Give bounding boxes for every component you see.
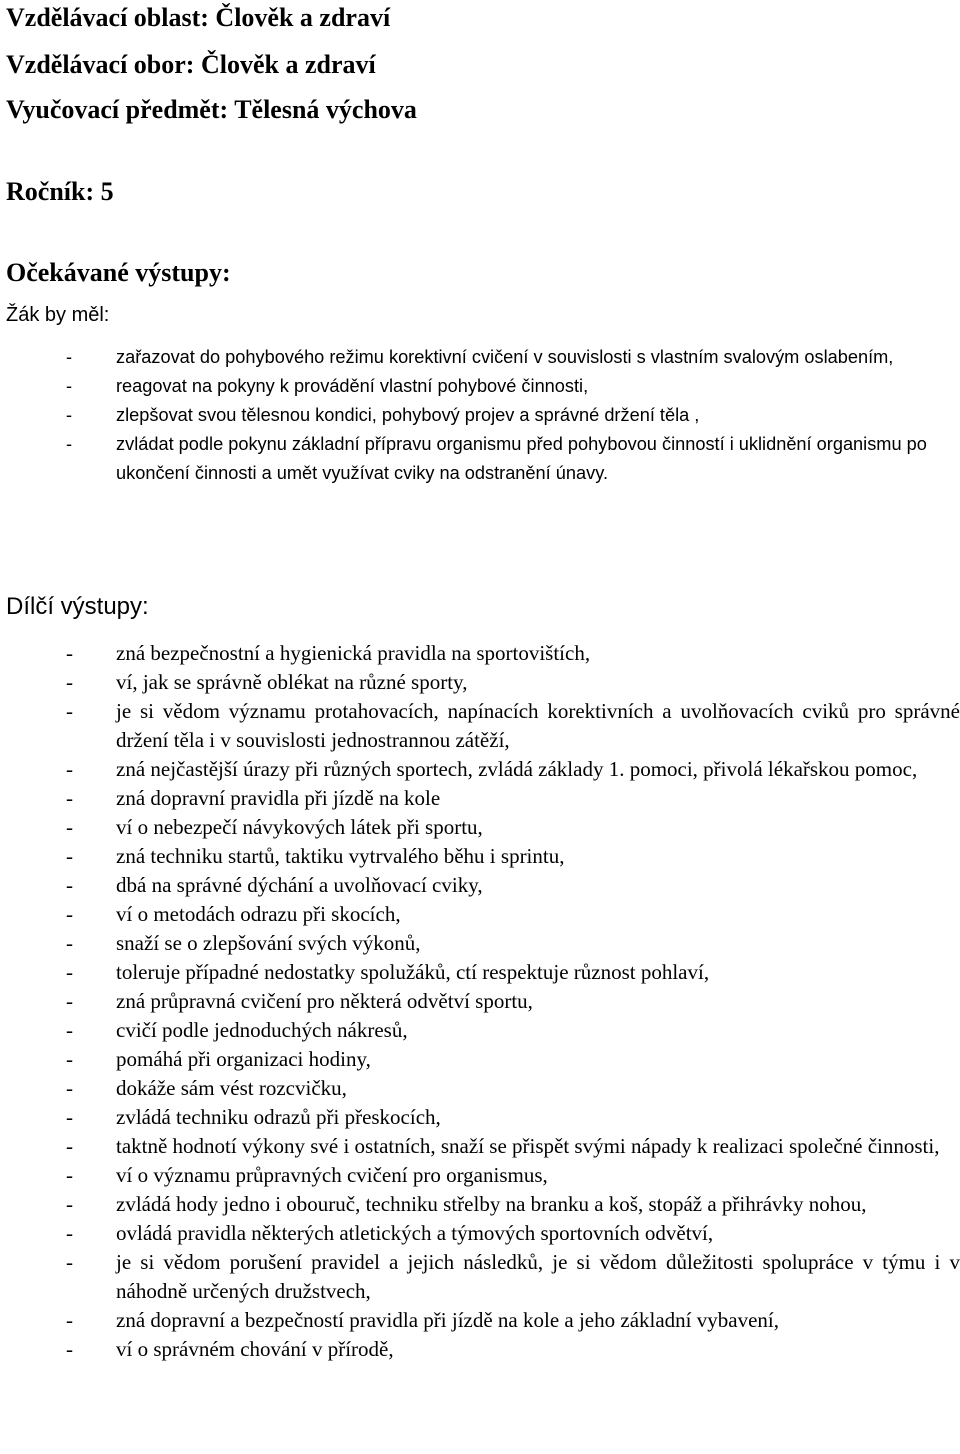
list-dash: - — [66, 1337, 73, 1361]
list-dash: - — [66, 844, 73, 868]
list-item-text: ví o nebezpečí návykových látek při sportu, — [116, 815, 483, 839]
list-item-text: zná bezpečnostní a hygienická pravidla na sportovištích, — [116, 641, 591, 665]
list-dash: - — [66, 902, 73, 926]
list-item-text: zná techniku startů, taktiku vytrvalého běhu i sprintu, — [116, 844, 565, 868]
list-item-text: zvládat podle pokynu základní přípravu organismu před pohybovou činností i uklidnění organismu po ukončení činnosti a umět využívat cviky na odstranění únavy. — [116, 434, 927, 483]
list-item-text: dokáže sám vést rozcvičku, — [116, 1076, 347, 1100]
list-dash: - — [66, 815, 73, 839]
partial-outcome-item — [66, 987, 960, 1016]
list-item-text: je si vědom porušení pravidel a jejich následků, je si vědom důležitosti spolupráce v týmu i v náhodně určených družstvech, — [116, 1250, 960, 1303]
list-item-text: toleruje případné nedostatky spolužáků, ctí respektuje různost pohlaví, — [116, 960, 710, 984]
list-item-text: cvičí podle jednoduchých nákresů, — [116, 1018, 408, 1042]
partial-outcome-item — [66, 1045, 960, 1074]
partial-outcomes-list — [66, 639, 960, 1364]
list-dash: - — [66, 641, 73, 665]
list-item-text: zná nejčastější úrazy při různých sportech, zvládá základy 1. pomoci, přivolá lékařskou pomoc, — [116, 757, 918, 781]
list-dash: - — [66, 1221, 73, 1245]
partial-outcome-item — [66, 842, 960, 871]
partial-outcome-item — [66, 1161, 960, 1190]
list-item-text: ví, jak se správně oblékat na různé sporty, — [116, 670, 468, 694]
list-dash: - — [66, 670, 73, 694]
list-item-text: zná průpravná cvičení pro některá odvětví sportu, — [116, 989, 533, 1013]
list-item-text: zvládá hody jedno i obouruč, techniku střelby na branku a koš, stopáž a přihrávky nohou, — [116, 1192, 867, 1216]
list-dash: - — [66, 405, 73, 425]
partial-outcome-item — [66, 813, 960, 842]
expected-outcome-item — [66, 372, 956, 401]
list-dash: - — [66, 1163, 73, 1187]
partial-outcome-item — [66, 1335, 960, 1364]
expected-outcomes-title: Očekávané výstupy: — [6, 258, 231, 287]
list-item-text: reagovat na pokyny k provádění vlastní pohybové činnosti, — [116, 376, 589, 396]
partial-outcome-item — [66, 958, 960, 987]
partial-outcome-item — [66, 784, 960, 813]
list-dash: - — [66, 1134, 73, 1158]
list-dash: - — [66, 786, 73, 810]
list-dash: - — [66, 873, 73, 897]
partial-outcome-item — [66, 1190, 960, 1219]
list-item-text: zná dopravní pravidla při jízdě na kole — [116, 786, 441, 810]
list-item-text: ví o významu průpravných cvičení pro organismus, — [116, 1163, 548, 1187]
list-item-text: zlepšovat svou tělesnou kondici, pohybový projev a správné držení těla , — [116, 405, 700, 425]
list-dash: - — [66, 1047, 73, 1071]
partial-outcome-item — [66, 755, 960, 784]
list-dash: - — [66, 960, 73, 984]
partial-outcome-item — [66, 1074, 960, 1103]
list-item-text: zařazovat do pohybového režimu korektivní cvičení v souvislosti s vlastním svalovým oslabením, — [116, 347, 894, 367]
subject-heading: Vyučovací předmět: Tělesná výchova — [6, 95, 417, 124]
list-item-text: zná dopravní a bezpečností pravidla při jízdě na kole a jeho základní vybavení, — [116, 1308, 779, 1332]
expected-outcomes-list — [66, 343, 956, 488]
partial-outcome-item — [66, 697, 960, 755]
education-field-heading: Vzdělávací obor: Člověk a zdraví — [6, 50, 376, 79]
list-dash: - — [66, 931, 73, 955]
list-item-text: pomáhá při organizaci hodiny, — [116, 1047, 371, 1071]
list-item-text: ovládá pravidla některých atletických a týmových sportovních odvětví, — [116, 1221, 714, 1245]
list-item-text: taktně hodnotí výkony své i ostatních, snaží se přispět svými nápady k realizaci společné činnosti, — [116, 1134, 940, 1158]
expected-outcome-item — [66, 430, 956, 488]
list-item-text: ví o správném chování v přírodě, — [116, 1337, 394, 1361]
list-item-text: snaží se o zlepšování svých výkonů, — [116, 931, 421, 955]
list-dash: - — [66, 434, 73, 454]
expected-outcomes-intro: Žák by měl: — [6, 304, 110, 326]
list-dash: - — [66, 1076, 73, 1100]
partial-outcome-item — [66, 1306, 960, 1335]
list-item-text: dbá na správné dýchání a uvolňovací cviky, — [116, 873, 483, 897]
partial-outcome-item — [66, 900, 960, 929]
education-area-heading: Vzdělávací oblast: Člověk a zdraví — [6, 3, 391, 32]
partial-outcome-item — [66, 1248, 960, 1306]
partial-outcome-item — [66, 668, 960, 697]
list-dash: - — [66, 1250, 73, 1274]
list-dash: - — [66, 1192, 73, 1216]
partial-outcomes-title: Dílčí výstupy: — [6, 593, 149, 620]
partial-outcome-item — [66, 1219, 960, 1248]
grade-heading: Ročník: 5 — [6, 177, 114, 206]
list-dash: - — [66, 989, 73, 1013]
list-dash: - — [66, 1018, 73, 1042]
partial-outcome-item — [66, 1132, 960, 1161]
list-dash: - — [66, 376, 73, 396]
partial-outcome-item — [66, 1016, 960, 1045]
list-dash: - — [66, 347, 73, 367]
expected-outcome-item — [66, 401, 956, 430]
list-dash: - — [66, 699, 73, 723]
partial-outcome-item — [66, 1103, 960, 1132]
list-dash: - — [66, 1105, 73, 1129]
list-item-text: zvládá techniku odrazů při přeskocích, — [116, 1105, 441, 1129]
list-item-text: je si vědom významu protahovacích, napínacích korektivních a uvolňovacích cviků pro správné držení těla i v souvislosti jednostrannou zátěží, — [116, 699, 960, 752]
partial-outcome-item — [66, 929, 960, 958]
expected-outcome-item — [66, 343, 956, 372]
list-dash: - — [66, 1308, 73, 1332]
list-item-text: ví o metodách odrazu při skocích, — [116, 902, 401, 926]
list-dash: - — [66, 757, 73, 781]
partial-outcome-item — [66, 639, 960, 668]
partial-outcome-item — [66, 871, 960, 900]
